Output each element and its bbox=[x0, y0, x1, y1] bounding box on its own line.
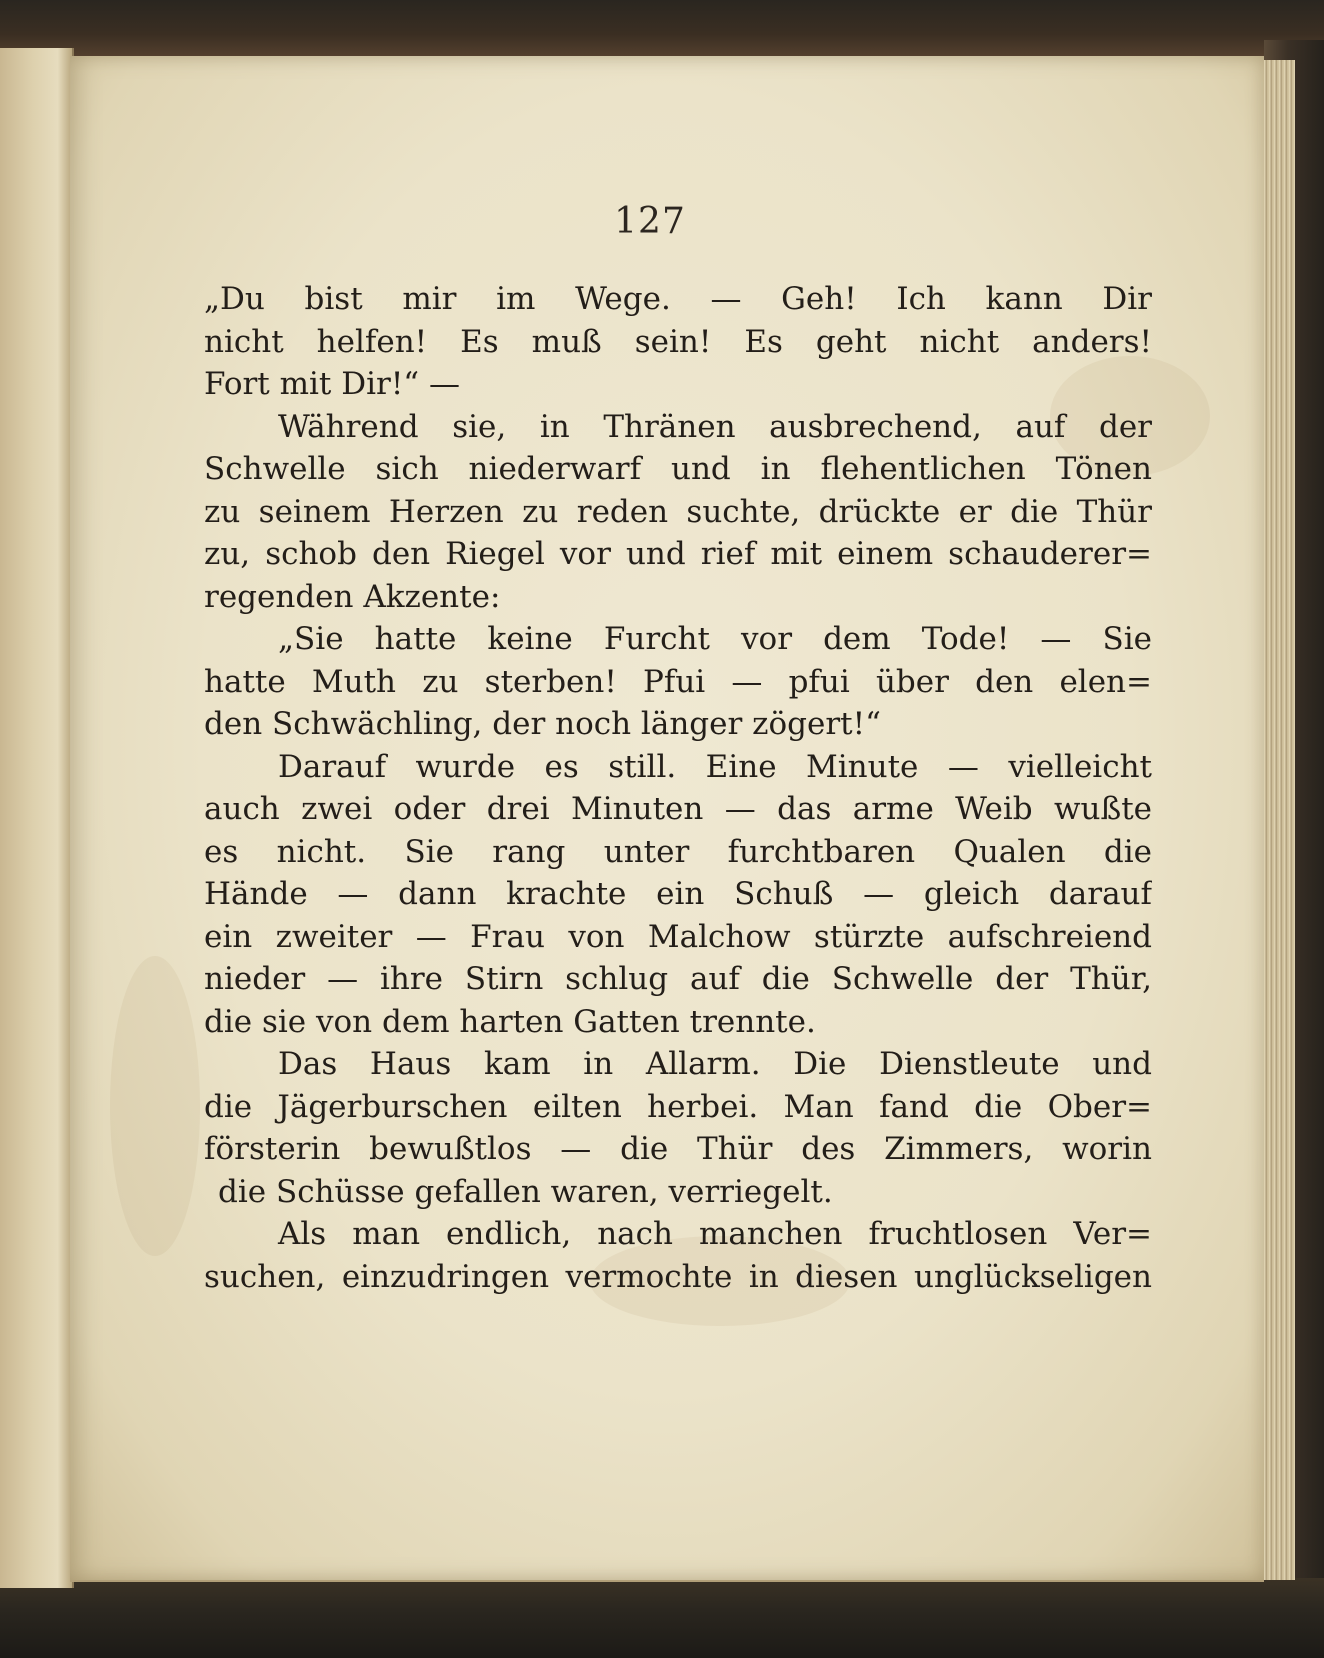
page-body-text bbox=[204, 278, 1152, 1298]
text-line: regenden Akzente: bbox=[204, 578, 501, 615]
text-line: nieder — ihre Stirn schlug auf die Schwelle der Thür, bbox=[204, 961, 1152, 997]
book-page bbox=[70, 56, 1264, 1582]
text-line: Als man endlich, nach manchen fruchtlosen Ver= bbox=[278, 1216, 1152, 1252]
text-line: es nicht. Sie rang unter furchtbaren Qualen die bbox=[204, 833, 1152, 870]
text-line: „Sie hatte keine Furcht vor dem Tode! — Sie bbox=[278, 621, 1152, 657]
text-line: nicht helfen! Es muß sein! Es geht nicht anders! bbox=[204, 323, 1152, 360]
text-line: Darauf wurde es still. Eine Minute — vielleicht bbox=[278, 748, 1152, 785]
text-line: ein zweiter — Frau von Malchow stürzte aufschreiend bbox=[204, 918, 1152, 955]
text-line: auch zwei oder drei Minuten — das arme Weib wußte bbox=[204, 791, 1152, 827]
page-number: 127 bbox=[614, 201, 686, 242]
text-line: försterin bewußtlos — die Thür des Zimmers, worin bbox=[204, 1131, 1152, 1167]
book-cover-top-edge bbox=[0, 0, 1324, 62]
text-line: zu seinem Herzen zu reden suchte, drückte er die Thür bbox=[204, 493, 1152, 530]
text-line: zu, schob den Riegel vor und rief mit einem schauderer= bbox=[204, 536, 1152, 572]
page-stack-edge bbox=[1262, 60, 1295, 1580]
text-line: Schwelle sich niederwarf und in flehentlichen Tönen bbox=[204, 451, 1152, 487]
text-line: suchen, einzudringen vermochte in diesen unglückseligen bbox=[204, 1258, 1152, 1295]
text-line: die sie von dem harten Gatten trennte. bbox=[204, 1003, 816, 1040]
paper-stain bbox=[110, 956, 200, 1256]
text-line: Das Haus kam in Allarm. Die Dienstleute und bbox=[278, 1046, 1152, 1082]
text-line: die Jägerburschen eilten herbei. Man fand die Ober= bbox=[204, 1088, 1152, 1125]
text-line: die Schüsse gefallen waren, verriegelt. bbox=[218, 1173, 833, 1210]
text-line: Fort mit Dir!“ — bbox=[204, 366, 460, 402]
text-line: Hände — dann krachte ein Schuß — gleich darauf bbox=[204, 876, 1152, 912]
text-line: hatte Muth zu sterben! Pfui — pfui über den elen= bbox=[204, 663, 1152, 700]
text-line: „Du bist mir im Wege. — Geh! Ich kann Dir bbox=[204, 281, 1152, 317]
book-cover-bottom-edge bbox=[0, 1578, 1324, 1658]
previous-page-edge bbox=[0, 48, 74, 1588]
text-line: den Schwächling, der noch länger zögert!“ bbox=[204, 706, 881, 742]
text-line: Während sie, in Thränen ausbrechend, auf der bbox=[278, 408, 1152, 445]
